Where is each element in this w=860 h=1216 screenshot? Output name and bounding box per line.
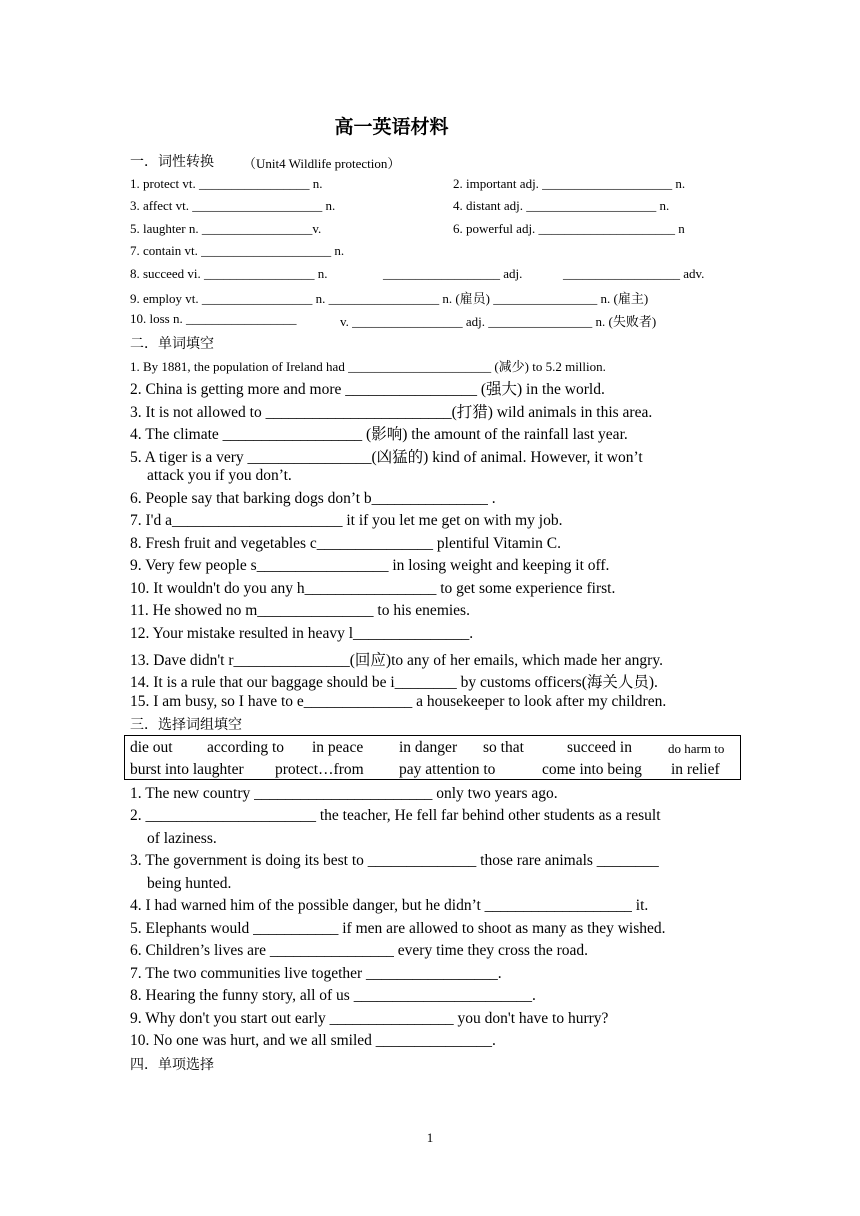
phrase: according to bbox=[207, 739, 285, 756]
phrase-fill-item: 7. The two communities live together _________________. bbox=[130, 965, 502, 982]
fill-in-item: 5. A tiger is a very ________________(凶猛的) kind of animal. However, it won’t bbox=[130, 449, 643, 466]
phrase-fill-item: 4. I had warned him of the possible danger, but he didn’t ___________________ it. bbox=[130, 897, 649, 914]
phrase: burst into laughter bbox=[130, 761, 244, 778]
page-title: 高一英语材料 bbox=[334, 116, 449, 138]
word-form-item: 9. employ vt. _________________ n. _________________ n. (雇员) ________________ n. (雇主) bbox=[130, 291, 649, 306]
phrase-fill-item: 3. The government is doing its best to ______________ those rare animals ________ bbox=[130, 852, 659, 869]
fill-in-item: 3. It is not allowed to ________________________(打猎) wild animals in this area. bbox=[130, 404, 653, 421]
word-form-item: 4. distant adj. ____________________ n. bbox=[453, 198, 670, 213]
fill-in-item-continued: attack you if you don’t. bbox=[147, 467, 292, 484]
word-form-item: __________________ adj. bbox=[383, 266, 523, 281]
fill-in-item: 15. I am busy, so I have to e______________ a housekeeper to look after my children. bbox=[130, 693, 667, 710]
phrase-fill-item: 1. The new country _______________________ only two years ago. bbox=[130, 785, 558, 802]
phrase: in relief bbox=[671, 761, 720, 778]
phrase-fill-item: 5. Elephants would ___________ if men are allowed to shoot as many as they wished. bbox=[130, 920, 666, 937]
word-form-item: 8. succeed vi. _________________ n. bbox=[130, 266, 328, 281]
fill-in-item: 12. Your mistake resulted in heavy l_______________. bbox=[130, 625, 474, 642]
fill-in-item: 7. I'd a______________________ it if you let me get on with my job. bbox=[130, 512, 563, 529]
phrase: pay attention to bbox=[399, 761, 496, 778]
phrase-fill-item: 6. Children’s lives are ________________ every time they cross the road. bbox=[130, 942, 589, 959]
word-form-item: __________________ adv. bbox=[563, 266, 705, 281]
phrase: die out bbox=[130, 739, 173, 756]
word-form-item: 2. important adj. ____________________ n. bbox=[453, 176, 686, 191]
word-form-item: 10. loss n. _________________ bbox=[130, 311, 297, 326]
section-3-heading: 三．选择词组填空 bbox=[130, 717, 242, 733]
fill-in-item: 11. He showed no m_______________ to his enemies. bbox=[130, 602, 470, 619]
fill-in-item: 4. The climate __________________ (影响) the amount of the rainfall last year. bbox=[130, 426, 628, 443]
fill-in-item: 14. It is a rule that our baggage should be i________ by customs officers(海关人员). bbox=[130, 674, 658, 691]
fill-in-item: 2. China is getting more and more _________________ (强大) in the world. bbox=[130, 381, 605, 398]
section-1-subtitle: （Unit4 Wildlife protection） bbox=[243, 156, 401, 171]
fill-in-item: 10. It wouldn't do you any h_________________ to get some experience first. bbox=[130, 580, 616, 597]
fill-in-item: 9. Very few people s_________________ in losing weight and keeping it off. bbox=[130, 557, 610, 574]
word-form-item: 6. powerful adj. _____________________ n bbox=[453, 221, 685, 236]
word-form-item: v. _________________ adj. ________________ n. (失败者) bbox=[340, 314, 657, 329]
fill-in-item: 1. By 1881, the population of Ireland had ______________________ (减少) to 5.2 million. bbox=[130, 359, 606, 374]
fill-in-item: 8. Fresh fruit and vegetables c_______________ plentiful Vitamin C. bbox=[130, 535, 561, 552]
phrase-fill-item-continued: being hunted. bbox=[147, 875, 232, 892]
section-1-heading: 一．词性转换 bbox=[130, 154, 214, 170]
phrase: protect…from bbox=[275, 761, 364, 778]
section-2-heading: 二．单词填空 bbox=[130, 336, 214, 352]
phrase-fill-item: 9. Why don't you start out early ________________ you don't have to hurry? bbox=[130, 1010, 609, 1027]
word-form-item: 1. protect vt. _________________ n. bbox=[130, 176, 323, 191]
word-form-item: 3. affect vt. ____________________ n. bbox=[130, 198, 336, 213]
phrase-fill-item: 8. Hearing the funny story, all of us _______________________. bbox=[130, 987, 536, 1004]
phrase: in danger bbox=[399, 739, 458, 756]
phrase: come into being bbox=[542, 761, 642, 778]
page-number: 1 bbox=[426, 1130, 434, 1145]
phrase: succeed in bbox=[567, 739, 632, 756]
word-form-item: 7. contain vt. ____________________ n. bbox=[130, 243, 345, 258]
phrase-fill-item: 10. No one was hurt, and we all smiled _______________. bbox=[130, 1032, 496, 1049]
phrase: in peace bbox=[312, 739, 364, 756]
fill-in-item: 6. People say that barking dogs don’t b_______________ . bbox=[130, 490, 496, 507]
phrase-fill-item-continued: of laziness. bbox=[147, 830, 217, 847]
section-4-heading: 四．单项选择 bbox=[130, 1057, 214, 1073]
word-form-item: 5. laughter n. _________________v. bbox=[130, 221, 322, 236]
phrase: do harm to bbox=[668, 741, 725, 756]
phrase: so that bbox=[483, 739, 524, 756]
phrase-fill-item: 2. ______________________ the teacher, He fell far behind other students as a result bbox=[130, 807, 661, 824]
fill-in-item: 13. Dave didn't r_______________(回应)to any of her emails, which made her angry. bbox=[130, 652, 663, 669]
